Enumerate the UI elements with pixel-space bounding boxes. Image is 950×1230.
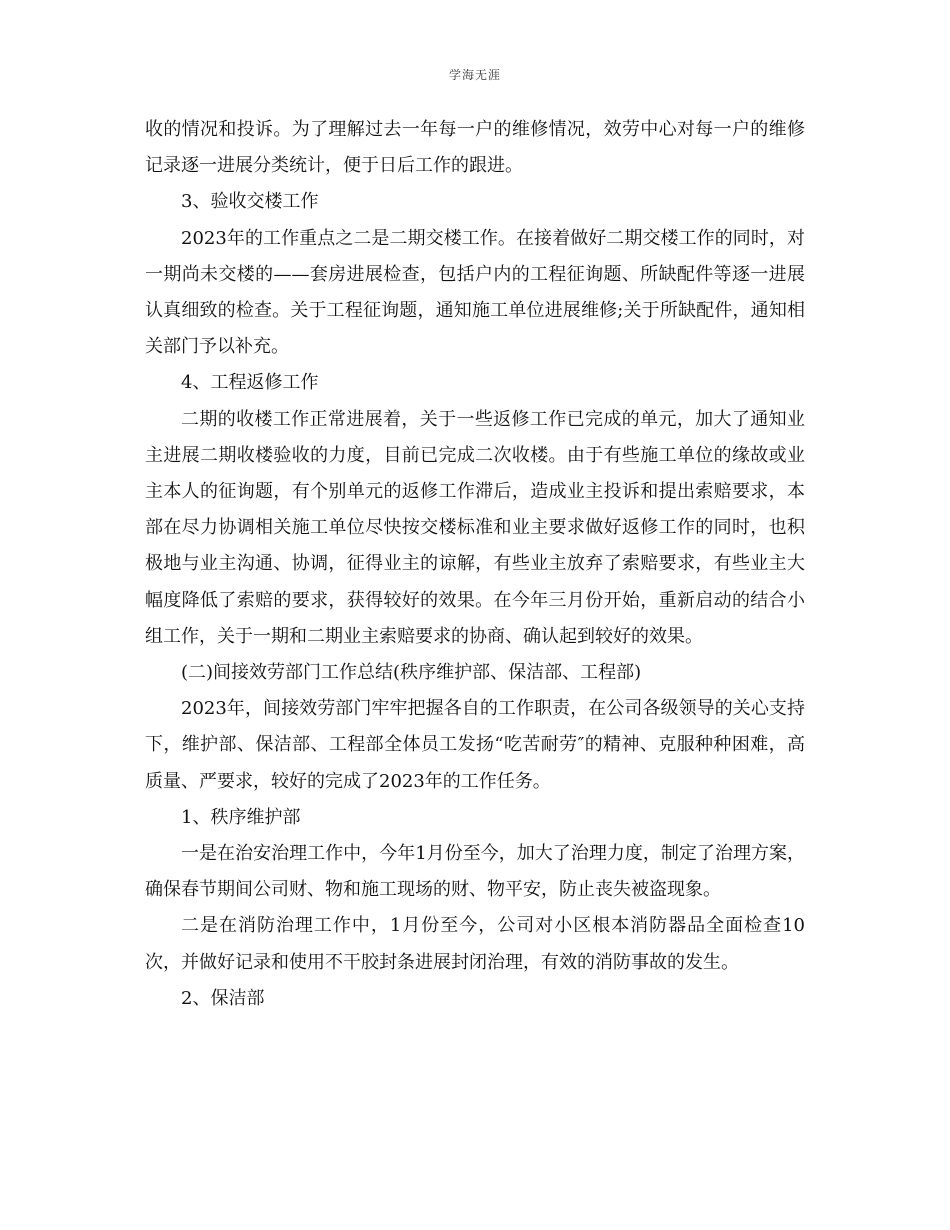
paragraph-repair-work: 二期的收楼工作正常进展着，关于一些返修工作已完成的单元，加大了通知业主进展二期收楼验收的力度，目前已完成二次收楼。由于有些施工单位的缘故或业主本人的征询题，有个别单元的返修工作滞后，造成业主投诉和提出索赔要求，本部在尽力协调相关施工单位尽快按交楼标准和业主要求做好返修工作的同时，也积极地与业主沟通、协调，征得业主的谅解，有些业主放弃了索赔要求，有些业主大幅度降低了索赔的要求，获得较好的效果。在今年三月份开始，重新启动的结合小组工作，关于一期和二期业主索赔要求的协商、确认起到较好的效果。 (145, 408, 805, 647)
section-heading-engineering-repair: 4、工程返修工作 (181, 372, 319, 394)
document-body (145, 112, 805, 1017)
paragraph-indirect-service-summary: 2023年，间接效劳部门牢牢把握各自的工作职责，在公司各级领导的关心支持下，维护部、保洁部、工程部全体员工发扬“吃苦耐劳″的精神、克服种种困难，高质量、严要求，较好的完成了2023年的工作任务。 (145, 698, 805, 792)
section-heading-order-maintenance: 1、秩序维护部 (181, 806, 301, 828)
paragraph-fire-management: 二是在消防治理工作中，1月份至今，公司对小区根本消防器品全面检查10次，并做好记录和使用不干胶封条进展封闭治理，有效的消防事故的发生。 (145, 915, 805, 973)
section-heading-cleaning: 2、保洁部 (181, 987, 265, 1009)
section-heading-acceptance-handover: 3、验收交楼工作 (181, 191, 319, 213)
paragraph-handover-work: 2023年的工作重点之二是二期交楼工作。在接着做好二期交楼工作的同时，对一期尚未交楼的——套房进展检查，包括户内的工程征询题、所缺配件等逐一进展认真细致的检查。关于工程征询题，通知施工单位进展维修;关于所缺配件，通知相关部门予以补充。 (145, 227, 805, 358)
paragraph-security-management: 一是在治安治理工作中，今年1月份至今，加大了治理力度，制定了治理方案，确保春节期间公司财、物和施工现场的财、物平安，防止丧失被盗现象。 (145, 843, 805, 901)
section-heading-indirect-service: (二)间接效劳部门工作总结(秩序维护部、保洁部、工程部) (181, 662, 642, 684)
page-header: 学海无涯 (448, 68, 501, 82)
paragraph-continuation: 收的情况和投诉。为了理解过去一年每一户的维修情况，效劳中心对每一户的维修记录逐一进展分类统计，便于日后工作的跟进。 (145, 119, 805, 177)
